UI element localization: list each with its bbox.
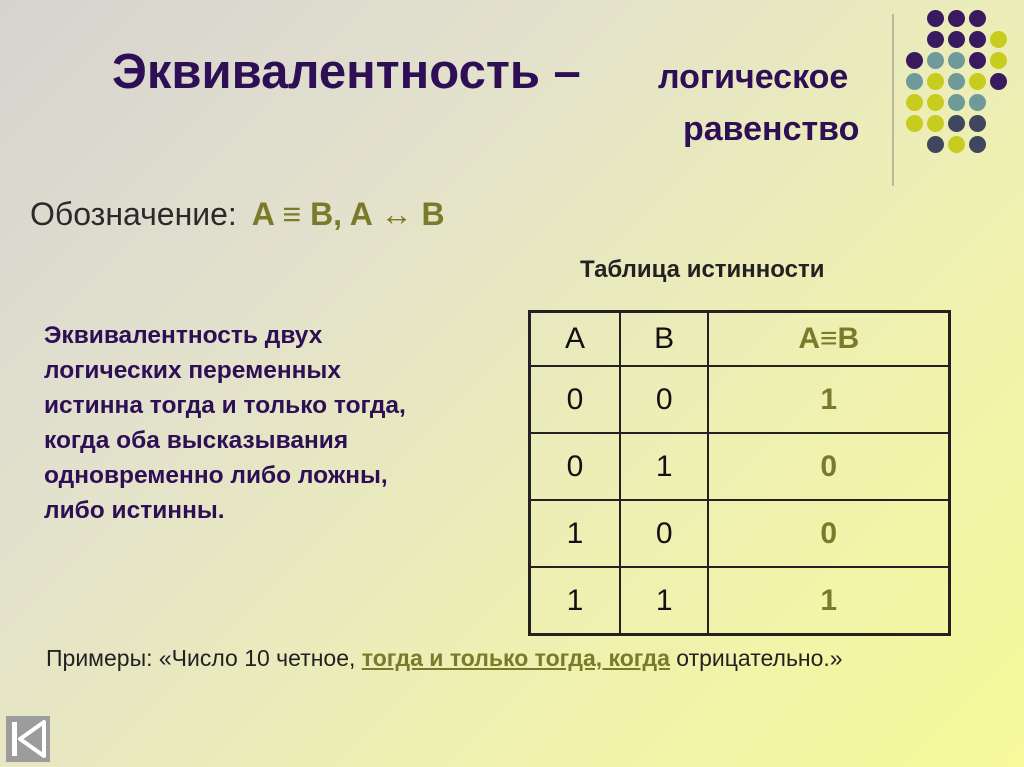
decorative-dot [927, 73, 944, 90]
decorative-dot [969, 94, 986, 111]
notation-label: Обозначение: [30, 196, 237, 232]
cell-result: 0 [708, 433, 949, 500]
header-result: A≡B [708, 312, 949, 367]
definition-text: Эквивалентность двух логических переменных истинна тогда и только тогда, когда оба высказывания одновременно либо ложны, либо истинны. [44, 322, 406, 524]
decorative-dot [969, 136, 986, 153]
decorative-dot [948, 10, 965, 27]
example-prefix: Примеры: «Число 10 четное, [46, 645, 362, 671]
decorative-dot [906, 52, 923, 69]
header-a: A [530, 312, 620, 367]
decorative-dot [906, 94, 923, 111]
decorative-dot [969, 52, 986, 69]
cell-b: 0 [620, 500, 709, 567]
decorative-dot [990, 31, 1007, 48]
notation-formula: A ≡ B, A ↔ B [251, 196, 445, 232]
table-row [530, 366, 950, 433]
title-subtitle-line2: равенство [683, 110, 860, 148]
decorative-dot [948, 115, 965, 132]
decorative-dot [969, 10, 986, 27]
cell-b: 0 [620, 366, 709, 433]
cell-result: 0 [708, 500, 949, 567]
decorative-dot [906, 73, 923, 90]
cell-b: 1 [620, 567, 709, 635]
decorative-dot [969, 31, 986, 48]
decorative-dot [927, 31, 944, 48]
decorative-dot [948, 136, 965, 153]
title-divider-line [892, 14, 894, 186]
decorative-dot [948, 52, 965, 69]
cell-result: 1 [708, 567, 949, 635]
cell-a: 0 [530, 433, 620, 500]
decorative-dot [948, 94, 965, 111]
skip-to-first-icon [6, 716, 50, 762]
decorative-dot [927, 52, 944, 69]
table-row [530, 500, 950, 567]
notation-line [30, 196, 445, 233]
decorative-dot [927, 136, 944, 153]
truth-table [528, 310, 951, 636]
decorative-dot-grid [906, 10, 1016, 170]
cell-a: 1 [530, 500, 620, 567]
decorative-dot [969, 115, 986, 132]
decorative-dot [948, 31, 965, 48]
example-highlight: тогда и только тогда, когда [361, 645, 670, 671]
cell-a: 0 [530, 366, 620, 433]
decorative-dot [948, 73, 965, 90]
truth-table-caption: Таблица истинности [580, 256, 825, 283]
decorative-dot [927, 115, 944, 132]
decorative-dot [927, 10, 944, 27]
decorative-dot [906, 115, 923, 132]
truth-table-header-row [530, 312, 950, 367]
table-row [530, 433, 950, 500]
example-text [46, 645, 843, 672]
cell-b: 1 [620, 433, 709, 500]
decorative-dot [990, 52, 1007, 69]
decorative-dot [927, 94, 944, 111]
header-b: B [620, 312, 709, 367]
decorative-dot [990, 73, 1007, 90]
title-subtitle-line1: логическое [658, 58, 849, 96]
cell-result: 1 [708, 366, 949, 433]
example-suffix: отрицательно.» [669, 645, 843, 671]
table-row [530, 567, 950, 635]
back-to-first-button[interactable] [6, 716, 50, 762]
decorative-dot [969, 73, 986, 90]
cell-a: 1 [530, 567, 620, 635]
title-main: Эквивалентность – [112, 45, 581, 99]
